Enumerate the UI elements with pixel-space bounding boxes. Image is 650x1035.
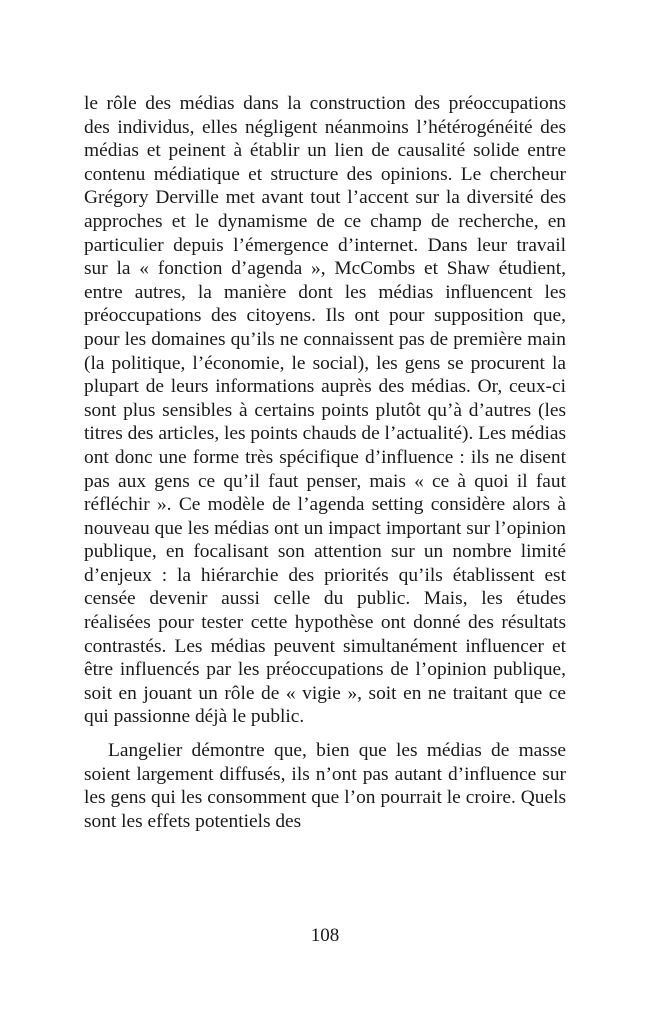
paragraph-1: le rôle des médias dans la construction des préoccupations des individus, elles négligent néanmoins l’hétérogénéité des médias et peinent à établir un lien de causalité solide entre contenu médiatique et structure des opinions. Le chercheur Grégory Derville met avant tout l’accent sur la diversité des approches et le dynamisme de ce champ de recherche, en particulier depuis l’émergence d’internet. Dans leur travail sur la « fonction d’agenda », McCombs et Shaw étudient, entre autres, la manière dont les médias influencent les préoccupations des citoyens. Ils ont pour supposition que, pour les domaines qu’ils ne connaissent pas de première main (la politique, l’économie, le social), les gens se procurent la plupart de leurs informations auprès des médias. Or, ceux-ci sont plus sensibles à certains points plutôt qu’à d’autres (les titres des articles, les points chauds de l’actualité). Les médias ont donc une forme très spécifique d’influence : ils ne disent pas aux gens ce qu’il faut penser, mais « ce à quoi il faut réfléchir ». Ce modèle de l’agenda setting considère alors à nouveau que les médias ont un impact important sur l’opinion publique, en focalisant son attention sur un nombre limité d’enjeux : la hiérarchie des priorités qu’ils établissent est censée devenir aussi celle du public. Mais, les études réalisées pour tester cette hypothèse ont donné des résultats contrastés. Les médias peuvent simultanément influencer et être influencés par les préoccupations de l’opinion publique, soit en jouant un rôle de « vigie », soit en ne traitant que ce qui passionne déjà le public. bbox=[84, 93, 566, 728]
page-number: 108 bbox=[310, 925, 340, 946]
paragraph-2: Langelier démontre que, bien que les médias de masse soient largement diffusés, ils n’ont pas autant d’influence sur les gens qui les consomment que l’on pourrait le croire. Quels sont les effets potentiels des bbox=[84, 740, 566, 832]
body-text bbox=[84, 92, 566, 833]
